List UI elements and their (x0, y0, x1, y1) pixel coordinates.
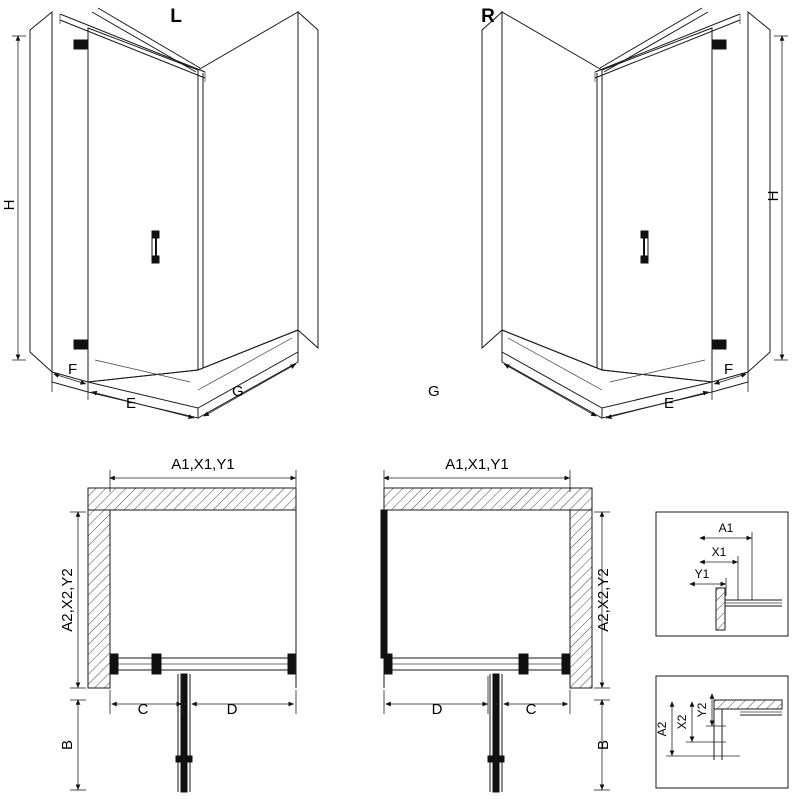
plan-left-bottom-dim-2: D (226, 701, 238, 718)
title-left: L (170, 6, 182, 27)
plan-view-right (381, 456, 612, 792)
plan-right-bottom-dim-1: D (431, 701, 443, 718)
plan-left-bottom-dim-1: C (137, 701, 149, 718)
plan-left-side-dim: A2,X2,Y2 (59, 568, 76, 632)
detail-view-top (656, 512, 788, 636)
isometric-view-right (428, 6, 788, 418)
plan-right-swing-dim: B (595, 739, 612, 751)
iso-right-depth-label: F (724, 361, 734, 378)
iso-left-height-label: H (1, 199, 18, 211)
title-right: R (481, 6, 495, 27)
iso-right-height-label: H (765, 190, 782, 202)
iso-left-depth-label: F (68, 361, 78, 378)
plan-left-swing-dim: B (59, 739, 76, 751)
iso-left-door-label: E (126, 395, 137, 412)
plan-view-left (59, 456, 296, 792)
detail-bottom-label-x2: X2 (675, 714, 689, 730)
detail-top-label-a1: A1 (718, 521, 734, 535)
plan-right-top-dim: A1,X1,Y1 (445, 456, 509, 473)
detail-bottom-label-a2: A2 (655, 721, 669, 737)
plan-left-top-dim: A1,X1,Y1 (171, 456, 235, 473)
detail-view-bottom (655, 676, 788, 788)
plan-right-side-dim: A2,X2,Y2 (595, 568, 612, 632)
iso-right-side-label: G (428, 383, 440, 400)
detail-bottom-label-y2: Y2 (695, 702, 709, 718)
iso-right-door-label: E (664, 395, 675, 412)
isometric-view-left (1, 6, 318, 418)
plan-right-bottom-dim-2: C (525, 701, 537, 718)
detail-top-label-x1: X1 (711, 545, 727, 559)
detail-top-label-y1: Y1 (694, 567, 710, 581)
iso-left-side-label: G (232, 383, 244, 400)
